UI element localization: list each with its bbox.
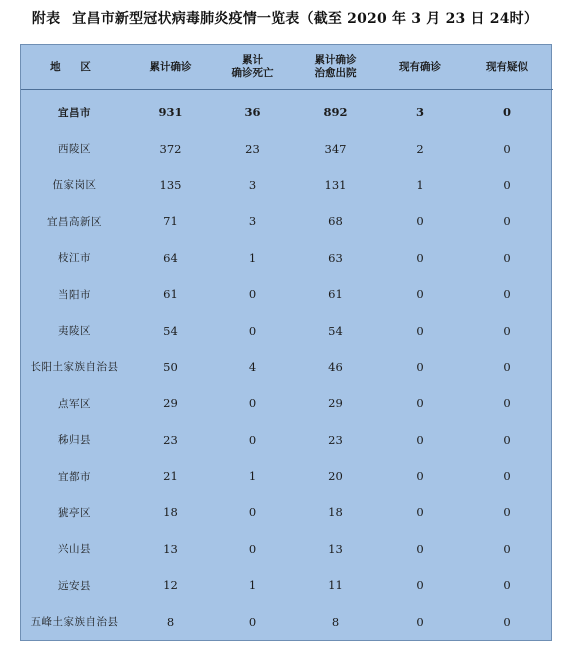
cell-cumulative-confirmed: 64 [163, 250, 178, 265]
cell-cumulative-deaths: 4 [248, 359, 257, 374]
document-title [0, 8, 570, 28]
cell-cumulative-cured: 63 [328, 250, 343, 265]
cell-cumulative-confirmed: 13 [163, 541, 178, 556]
table-row [21, 385, 553, 421]
table-row [21, 603, 553, 639]
cell-current-suspected: 0 [503, 250, 511, 265]
header-cumulative-confirmed: 累计确诊 [128, 45, 213, 90]
cell-current-suspected: 0 [503, 614, 511, 629]
title-text: 宜昌市新型冠状病毒肺炎疫情一览表（截至 2020 年 3 月 23 日 24时） [72, 11, 539, 27]
header-cumulative-deaths-line1: 累计 [242, 54, 263, 66]
table-body [21, 90, 553, 640]
cell-cumulative-deaths: 0 [248, 323, 257, 338]
cell-current-confirmed: 2 [416, 141, 424, 156]
cell-cumulative-deaths: 3 [248, 214, 257, 229]
table-row [21, 203, 553, 239]
cell-cumulative-cured: 11 [328, 578, 343, 593]
cell-current-confirmed: 0 [416, 578, 424, 593]
cell-current-confirmed: 0 [416, 396, 424, 411]
table-row [21, 276, 553, 312]
cell-current-confirmed: 0 [416, 505, 424, 520]
cell-current-confirmed: 0 [416, 614, 424, 629]
cell-region: 猇亭区 [58, 506, 91, 519]
table-row [21, 349, 553, 385]
cell-cumulative-deaths: 0 [248, 614, 257, 629]
cell-cumulative-confirmed: 12 [163, 578, 178, 593]
cell-region: 兴山县 [58, 543, 91, 556]
table-row [21, 531, 553, 567]
cell-cumulative-deaths: 1 [248, 469, 257, 484]
cell-current-confirmed: 0 [416, 287, 424, 302]
header-cumulative-cured-line2: 治愈出院 [314, 67, 357, 79]
cell-cumulative-confirmed: 61 [163, 287, 178, 302]
header-cumulative-cured [292, 45, 379, 90]
cell-cumulative-cured: 131 [324, 177, 347, 192]
cell-cumulative-deaths: 0 [248, 287, 257, 302]
cell-cumulative-confirmed: 931 [158, 105, 183, 120]
cell-cumulative-deaths: 0 [248, 505, 257, 520]
table-header-row [21, 45, 553, 90]
cell-cumulative-cured: 892 [323, 105, 348, 120]
cell-current-suspected: 0 [503, 141, 511, 156]
cell-cumulative-confirmed: 21 [163, 469, 178, 484]
cell-current-suspected: 0 [503, 541, 511, 556]
table-row [21, 167, 553, 203]
cell-current-suspected: 0 [503, 177, 511, 192]
header-current-suspected: 现有疑似 [461, 45, 553, 90]
cell-region: 长阳土家族自治县 [30, 361, 119, 374]
header-cumulative-deaths-line2: 确诊死亡 [231, 67, 274, 79]
cell-current-confirmed: 0 [416, 214, 424, 229]
cell-region: 宜昌高新区 [47, 215, 102, 228]
cell-region: 夷陵区 [58, 325, 91, 338]
cell-cumulative-confirmed: 8 [166, 614, 175, 629]
cell-current-suspected: 0 [503, 287, 511, 302]
cell-region: 西陵区 [58, 143, 91, 156]
cell-cumulative-confirmed: 372 [159, 141, 182, 156]
cell-cumulative-confirmed: 71 [163, 214, 178, 229]
cell-cumulative-deaths: 36 [244, 105, 261, 120]
table-row [21, 422, 553, 458]
cell-cumulative-cured: 23 [328, 432, 343, 447]
cell-current-suspected: 0 [502, 105, 511, 120]
cell-current-confirmed: 1 [416, 177, 424, 192]
table-row [21, 567, 553, 603]
table-row [21, 240, 553, 276]
cell-region: 宜都市 [58, 470, 91, 483]
cell-current-confirmed: 0 [416, 250, 424, 265]
epidemic-table-container [20, 44, 552, 641]
cell-cumulative-confirmed: 54 [163, 323, 178, 338]
cell-current-suspected: 0 [503, 469, 511, 484]
cell-region: 当阳市 [58, 288, 91, 301]
cell-region: 秭归县 [58, 434, 91, 447]
cell-cumulative-cured: 68 [328, 214, 343, 229]
header-current-confirmed: 现有确诊 [379, 45, 461, 90]
cell-region: 点军区 [58, 397, 91, 410]
cell-cumulative-cured: 8 [331, 614, 340, 629]
cell-cumulative-deaths: 23 [245, 141, 260, 156]
cell-current-confirmed: 0 [416, 359, 424, 374]
cell-current-suspected: 0 [503, 578, 511, 593]
cell-cumulative-cured: 20 [328, 469, 343, 484]
cell-cumulative-cured: 13 [328, 541, 343, 556]
cell-current-confirmed: 0 [416, 323, 424, 338]
cell-current-confirmed: 0 [416, 469, 424, 484]
header-region: 地 区 [21, 45, 128, 90]
cell-current-suspected: 0 [503, 396, 511, 411]
cell-cumulative-deaths: 3 [248, 177, 257, 192]
epidemic-table [21, 45, 553, 640]
cell-cumulative-cured: 54 [328, 323, 343, 338]
cell-current-suspected: 0 [503, 214, 511, 229]
header-cumulative-cured-line1: 累计确诊 [314, 54, 357, 66]
cell-current-suspected: 0 [503, 505, 511, 520]
cell-cumulative-confirmed: 23 [163, 432, 178, 447]
cell-region: 远安县 [58, 579, 91, 592]
cell-cumulative-deaths: 1 [248, 578, 257, 593]
cell-cumulative-confirmed: 18 [163, 505, 178, 520]
cell-current-confirmed: 0 [416, 432, 424, 447]
cell-current-confirmed: 3 [415, 105, 424, 120]
table-row [21, 494, 553, 530]
table-row [21, 312, 553, 348]
cell-region: 伍家岗区 [52, 179, 97, 192]
cell-cumulative-confirmed: 50 [163, 359, 178, 374]
cell-cumulative-cured: 61 [328, 287, 343, 302]
cell-cumulative-deaths: 1 [248, 250, 257, 265]
cell-current-confirmed: 0 [416, 541, 424, 556]
cell-cumulative-confirmed: 135 [159, 177, 182, 192]
table-row-total [21, 90, 553, 131]
cell-current-suspected: 0 [503, 323, 511, 338]
cell-cumulative-deaths: 0 [248, 396, 257, 411]
cell-cumulative-cured: 347 [324, 141, 347, 156]
cell-region: 枝江市 [58, 252, 91, 265]
cell-cumulative-deaths: 0 [248, 541, 257, 556]
table-row [21, 458, 553, 494]
cell-cumulative-cured: 18 [328, 505, 343, 520]
cell-current-suspected: 0 [503, 432, 511, 447]
cell-cumulative-cured: 46 [328, 359, 343, 374]
cell-region: 宜昌市 [58, 106, 91, 119]
cell-cumulative-confirmed: 29 [163, 396, 178, 411]
cell-cumulative-cured: 29 [328, 396, 343, 411]
cell-current-suspected: 0 [503, 359, 511, 374]
cell-cumulative-deaths: 0 [248, 432, 257, 447]
title-prefix: 附表 [31, 11, 61, 27]
cell-region: 五峰土家族自治县 [30, 616, 119, 629]
table-row [21, 130, 553, 166]
header-cumulative-deaths [213, 45, 292, 90]
